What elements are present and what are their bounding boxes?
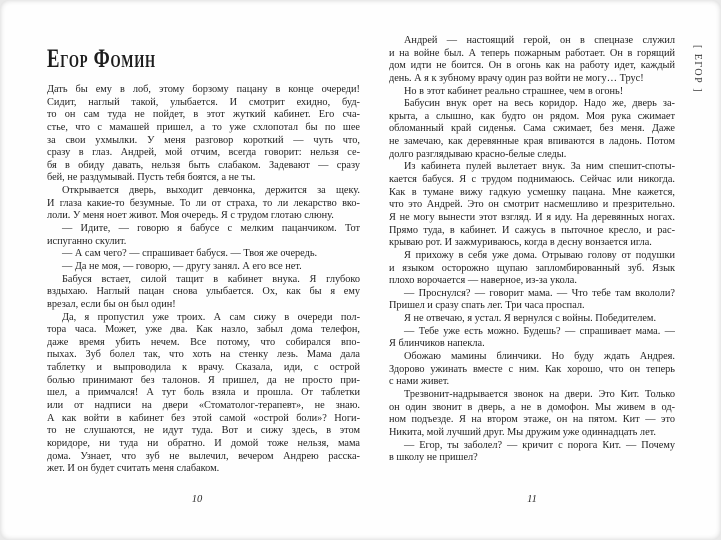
paragraph: [389, 351, 675, 389]
left-page: [47, 44, 360, 476]
text-line: кается бабуся. Я с трудом поднимаюсь. Сейчас или никогда.: [389, 174, 675, 186]
paragraph: [47, 223, 360, 248]
paragraph: [47, 261, 360, 274]
text-line: за свои ухмылки. У меня разговор короткий — чуть что,: [47, 134, 360, 146]
text-line: Бабусин внук орет на весь коридор. Надо же, дверь за-: [404, 98, 675, 110]
paragraph: [389, 389, 675, 440]
chapter-title-text: Егор Фомин: [47, 44, 156, 73]
text-line: — Да не моя, — говорю, — другу занял. А его все нет.: [62, 260, 302, 272]
text-line: врезал, если бы он был один!: [47, 298, 176, 310]
text-line: Но в этот кабинет реально страшнее, чем в огонь!: [404, 85, 624, 97]
paragraph: [389, 250, 675, 288]
paragraph: [47, 185, 360, 223]
text-line: крыта, а слышно, как будто он рядом. Моя рука сжимает: [389, 110, 675, 122]
text-line: Дать бы ему в лоб, этому борзому пацану в конце очереди!: [47, 84, 360, 95]
text-line: не замечаю, как деревянные края впиваются в ладонь. Потом: [389, 136, 675, 148]
text-line: долго разглядываю красно-белые следы.: [389, 148, 567, 160]
text-line: с нами живет.: [389, 376, 450, 388]
text-line: А как войти в кабинет без этой самой «острой боли»? Ноги-: [47, 412, 360, 424]
text-line: сразу в глаз. Андрей, мой отчим, всегда говорит: нельзя се-: [47, 147, 360, 159]
text-line: бей, не раздумывай. Пусть тебя боятся, а не ты.: [47, 172, 256, 184]
text-line: Как в тумане вижу гадкую усмешку пацана. Мне кажется,: [389, 186, 675, 198]
page-number-right: 11: [527, 494, 537, 505]
text-line: то он сам туда не пойдет, в этот жуткий кабинет. Его сча-: [47, 109, 360, 121]
text-line: лоли. У меня ноет живот. Моя очередь. Я с трудом глотаю слюну.: [47, 210, 334, 222]
text-line: Трезвонит-надрывается звонок на двери. Это Кит. Только: [404, 388, 675, 400]
text-line: Я не отвечаю, я устал. Я вернулся с войны. Победителем.: [404, 313, 657, 325]
page-number-left: 10: [191, 494, 203, 505]
text-line: Я прихожу в себя уже дома. Отрываю голову от подушки: [404, 249, 675, 261]
text-line: Никита, мой лучший друг. Мы дружим уже одиннадцать лет.: [389, 426, 656, 438]
text-line: бя в обиду давать, нельзя быть слабаком. Задевают — сразу: [47, 159, 360, 171]
text-line: в школу не пришел?: [389, 452, 478, 464]
text-line: и на войне был. А теперь пожарным работает. Он в горящий: [389, 47, 675, 59]
text-line: Сидит, наглый такой, улыбается. И смотрит ехидно, буд-: [47, 96, 360, 108]
text-line: то не слушаются, не идут туда. Вот и сижу здесь, в этом: [47, 425, 360, 437]
left-page-text: [47, 84, 360, 476]
paragraph: [389, 86, 675, 99]
text-line: Здорово ужинать вместе с ним. Как хорошо, что он теперь: [389, 363, 675, 375]
text-line: он один звонит в дверь, а не в домофон. Мы живем в од-: [389, 401, 675, 413]
text-line: Из кабинета пулей вылетает внук. За ним спешит-споты-: [404, 161, 675, 173]
text-line: — Тебе уже есть можно. Будешь? — спрашивает мама. —: [404, 325, 675, 337]
text-line: Обожаю мамины блинчики. Но буду ждать Андрея.: [404, 351, 675, 363]
text-line: вздыхаю. Наглый пацан снова улыбается. Ох, как бы я ему: [47, 286, 360, 298]
text-line: испуганно скулит.: [47, 235, 127, 247]
text-line: жет. И он будет считать меня слабаком.: [47, 463, 220, 475]
text-line: пыхах. Зуб болел так, что хоть на стенку лезь. Мама дала: [47, 349, 360, 361]
text-line: шел, а примчался! А тут боль взяла и прошла. От таблетки: [47, 387, 360, 399]
text-line: Андрей — настоящий герой, он в спецназе служил: [404, 35, 675, 46]
text-line: ном подъезде. Я на втором этаже, он на пятом. Кит — это: [389, 414, 675, 426]
text-line: — Егор, ты заболел? — кричит с порога Кит. — Почему: [404, 439, 675, 451]
right-page: [389, 35, 675, 465]
text-line: Я блинчиков напекла.: [389, 338, 485, 350]
text-line: Открывается дверь, выходит девчонка, держится за щеку.: [62, 185, 360, 197]
text-line: Пришел и сразу спать лег. Три часа проспал.: [389, 300, 585, 312]
paragraph: [47, 84, 360, 185]
paragraph: [389, 326, 675, 351]
text-line: — А сам чего? — спрашивает бабуся. — Твоя же очередь.: [62, 248, 318, 260]
text-line: плохо ворочается — наверное, из-за укола.: [389, 275, 577, 287]
paragraph: [389, 161, 675, 249]
paragraph: [389, 98, 675, 161]
text-line: даже время убить нечем. Все потому, что собирался впо-: [47, 336, 360, 348]
paragraph: [389, 35, 675, 86]
text-line: Бабуся встает, силой тащит в кабинет внука. Я глубоко: [62, 273, 360, 285]
right-page-text: [389, 35, 675, 465]
text-line: И глаза какие-то безумные. То ли от страха, то ли лекарство вко-: [47, 197, 360, 209]
text-line: дома. Узнает, что зуб не вылечил, вечером Андрею расска-: [47, 450, 360, 462]
text-line: крываю рот. И зажмуриваюсь, когда в десну вонзается игла.: [389, 237, 652, 249]
paragraph: [47, 248, 360, 261]
text-line: — Проснулся? — говорит мама. — Что тебе там вкололи?: [404, 287, 675, 299]
text-line: обломанный край сиденья. Сама сжимает, без меня. Даже: [389, 123, 675, 135]
text-line: или от надписи на двери «Стоматолог-терапевт», не знаю.: [47, 400, 360, 412]
text-line: что это Андрей. Это он смотрит насмешливо и презрительно.: [389, 199, 675, 211]
text-line: Я не могу вынести этот взгляд. И я иду. На деревянных ногах.: [389, 211, 675, 223]
text-line: стье, что с мамашей пришел, а то уже схлопотал бы по шее: [47, 121, 360, 133]
paragraph: [47, 312, 360, 476]
text-line: болью принимают без талонов. Я пришел, да не просто при-: [47, 374, 360, 386]
paragraph: [389, 313, 675, 326]
margin-chapter-label: [ ЕГОР ]: [692, 44, 703, 94]
paragraph: [389, 440, 675, 465]
text-line: день. А я к зубному врачу один раз войти не могу… Трус!: [389, 72, 644, 84]
chapter-title: [47, 44, 360, 84]
text-line: дом идти не боится. Он в огонь как на работу идет, каждый: [389, 60, 675, 72]
text-line: и языком осторожно щупаю запломбированный зуб. Язык: [389, 262, 675, 274]
text-line: коридоре, ни туда ни обратно. И домой тоже нельзя, мама: [47, 437, 360, 449]
text-line: Да, я пропустил уже троих. А сам сижу в очереди пол-: [62, 311, 360, 323]
paragraph: [47, 274, 360, 312]
text-line: — Идите, — говорю я бабусе с мелким пацанчиком. Тот: [62, 223, 360, 235]
text-line: таблетку и выпроводила к врачу. Сказала, иди, с острой: [47, 362, 360, 374]
paragraph: [389, 288, 675, 313]
text-line: тора часа. Может, уже два. Как назло, забыл дома телефон,: [47, 324, 360, 336]
text-line: Прямо туда, в кабинет. И сажусь в пыточное кресло, и рас-: [389, 224, 675, 236]
